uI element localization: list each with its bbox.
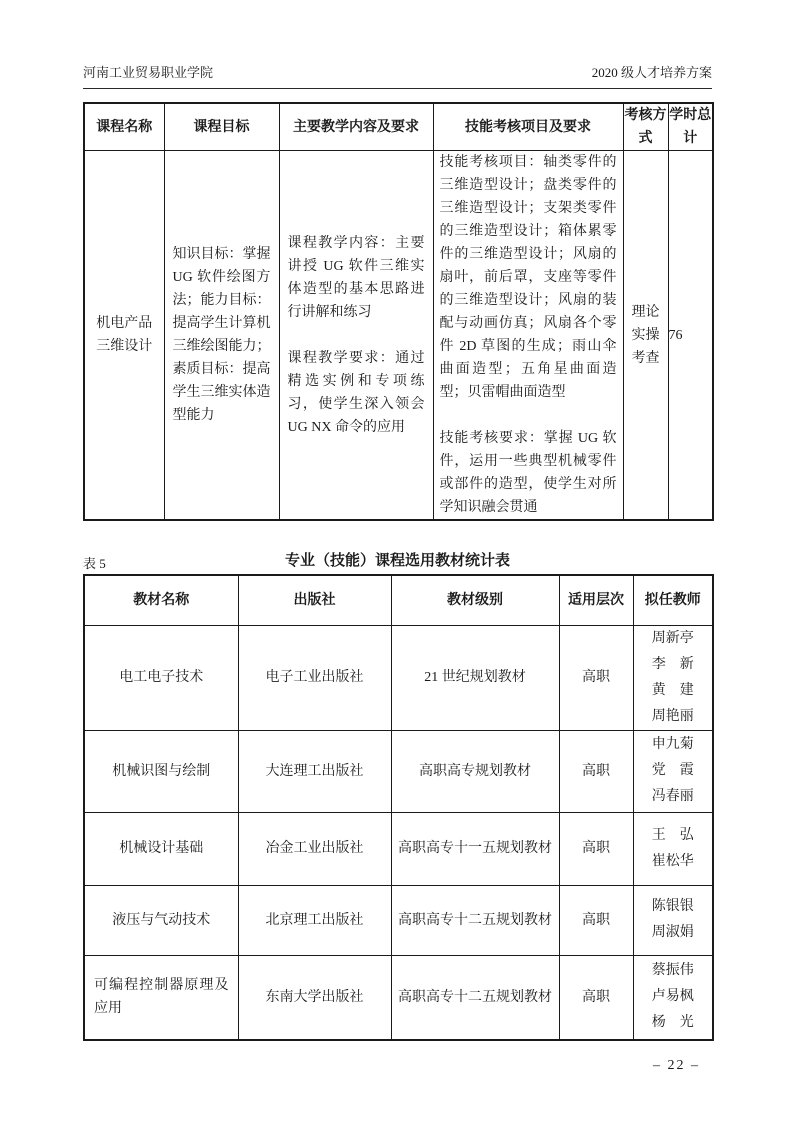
header-school-name: 河南工业贸易职业学院 (83, 65, 214, 80)
teacher-name: 申九菊 (651, 737, 694, 752)
book-teachers (633, 812, 713, 885)
teacher-name: 蔡振伟 (651, 963, 694, 979)
course-content-paragraph: 课程教学要求：通过精选实例和专项练习，使学生深入领会 UG NX 命令的应用 (287, 350, 425, 435)
book-level: 21 世纪规划教材 (391, 625, 559, 730)
book-level: 高职高专十二五规划教材 (391, 955, 559, 1040)
textbook-header-layer: 适用层次 (559, 575, 633, 625)
textbook-header-level: 教材级别 (391, 575, 559, 625)
teacher-name: 黄建 (651, 682, 694, 698)
course-assessment-cell (433, 151, 623, 521)
textbook-row (84, 812, 713, 885)
assessment-method-text: 理论实操考查 (631, 304, 660, 366)
running-header (83, 62, 712, 89)
teacher-name: 周新亭 (651, 630, 694, 646)
teacher-name: 李新 (651, 656, 694, 672)
book-layer: 高职 (559, 885, 633, 955)
course-name-text: 机电产品三维设计 (96, 316, 153, 354)
book-layer: 高职 (559, 955, 633, 1040)
course-table-header-hours: 学时总计 (668, 103, 713, 151)
course-table-row (84, 151, 713, 521)
textbook-table-header-row (84, 575, 713, 625)
book-publisher: 东南大学出版社 (238, 955, 391, 1040)
page-number: – 22 – (653, 1058, 700, 1073)
header-plan-name: 2020 级人才培养方案 (591, 65, 712, 80)
course-content-cell (279, 151, 433, 521)
course-assessment-paragraph: 技能考核要求：掌握 UG 软件，运用一些典型机械零件或部件的造型，使学生对所学知识融会贯通 (439, 431, 617, 515)
course-table (83, 102, 714, 521)
book-layer: 高职 (559, 730, 633, 812)
course-content-paragraph: 课程教学内容：主要讲授 UG 软件三维实体造型的基本思路进行讲解和练习 (287, 235, 425, 320)
course-table-header-assessment: 技能考核项目及要求 (433, 103, 623, 151)
book-publisher: 电子工业出版社 (238, 625, 391, 730)
book-layer: 高职 (559, 812, 633, 885)
course-objectives-text: 知识目标：掌握 UG 软件绘图方法；能力目标：提高学生计算机三维绘图能力；素质目标：提高学生三维实体造型能力 (172, 247, 271, 423)
teacher-name: 周淑娟 (651, 925, 694, 940)
teacher-name: 冯春丽 (651, 789, 694, 804)
textbook-row (84, 730, 713, 812)
book-teachers (633, 885, 713, 955)
textbook-table-caption (83, 550, 712, 572)
book-name: 机械设计基础 (84, 812, 238, 885)
course-table-header-row (84, 103, 713, 151)
book-teachers (633, 625, 713, 730)
course-name-cell (84, 151, 164, 521)
book-teachers (633, 955, 713, 1040)
textbook-row (84, 625, 713, 730)
textbook-header-name: 教材名称 (84, 575, 238, 625)
textbook-row (84, 955, 713, 1040)
course-objectives-cell (164, 151, 279, 521)
book-publisher: 冶金工业出版社 (238, 812, 391, 885)
book-name: 机械识图与绘制 (84, 730, 238, 812)
table-title: 专业（技能）课程选用教材统计表 (284, 553, 510, 569)
teacher-name: 杨光 (651, 1015, 694, 1031)
book-publisher: 大连理工出版社 (238, 730, 391, 812)
textbook-header-publisher: 出版社 (238, 575, 391, 625)
teacher-name: 党霞 (651, 763, 694, 778)
course-table-header-objectives: 课程目标 (164, 103, 279, 151)
book-name: 电工电子技术 (84, 625, 238, 730)
teacher-name: 陈银银 (651, 899, 694, 914)
total-hours-cell: 76 (668, 151, 713, 521)
teacher-name: 王弘 (651, 827, 694, 843)
course-table-header-method: 考核方式 (623, 103, 668, 151)
book-layer: 高职 (559, 625, 633, 730)
teacher-name: 崔松华 (651, 853, 694, 869)
book-level: 高职高专十一五规划教材 (391, 812, 559, 885)
course-assessment-paragraph: 技能考核项目：轴类零件的三维造型设计；盘类零件的三维造型设计；支架类零件的三维造型设计；箱体累零件的三维造型设计；风扇的扇叶，前后罩，支座等零件的三维造型设计；风扇的装配与动画仿真；风扇各个零件 2D 草图的生成；雨山伞曲面造型；五角星曲面造型；贝雷帽曲面造型 (439, 155, 617, 400)
book-level: 高职高专十二五规划教材 (391, 885, 559, 955)
book-name: 可编程控制器原理及应用 (84, 955, 238, 1040)
table-label: 表 5 (83, 556, 106, 571)
book-name: 液压与气动技术 (84, 885, 238, 955)
textbook-row (84, 885, 713, 955)
assessment-method-cell (623, 151, 668, 521)
teacher-name: 周艳丽 (651, 708, 694, 724)
textbook-table (83, 574, 714, 1041)
teacher-name: 卢易枫 (651, 989, 694, 1005)
book-level: 高职高专规划教材 (391, 730, 559, 812)
book-teachers (633, 730, 713, 812)
book-publisher: 北京理工出版社 (238, 885, 391, 955)
course-table-header-content: 主要教学内容及要求 (279, 103, 433, 151)
course-table-header-course-name: 课程名称 (84, 103, 164, 151)
textbook-header-teachers: 拟任教师 (633, 575, 713, 625)
page-content (83, 62, 712, 1074)
